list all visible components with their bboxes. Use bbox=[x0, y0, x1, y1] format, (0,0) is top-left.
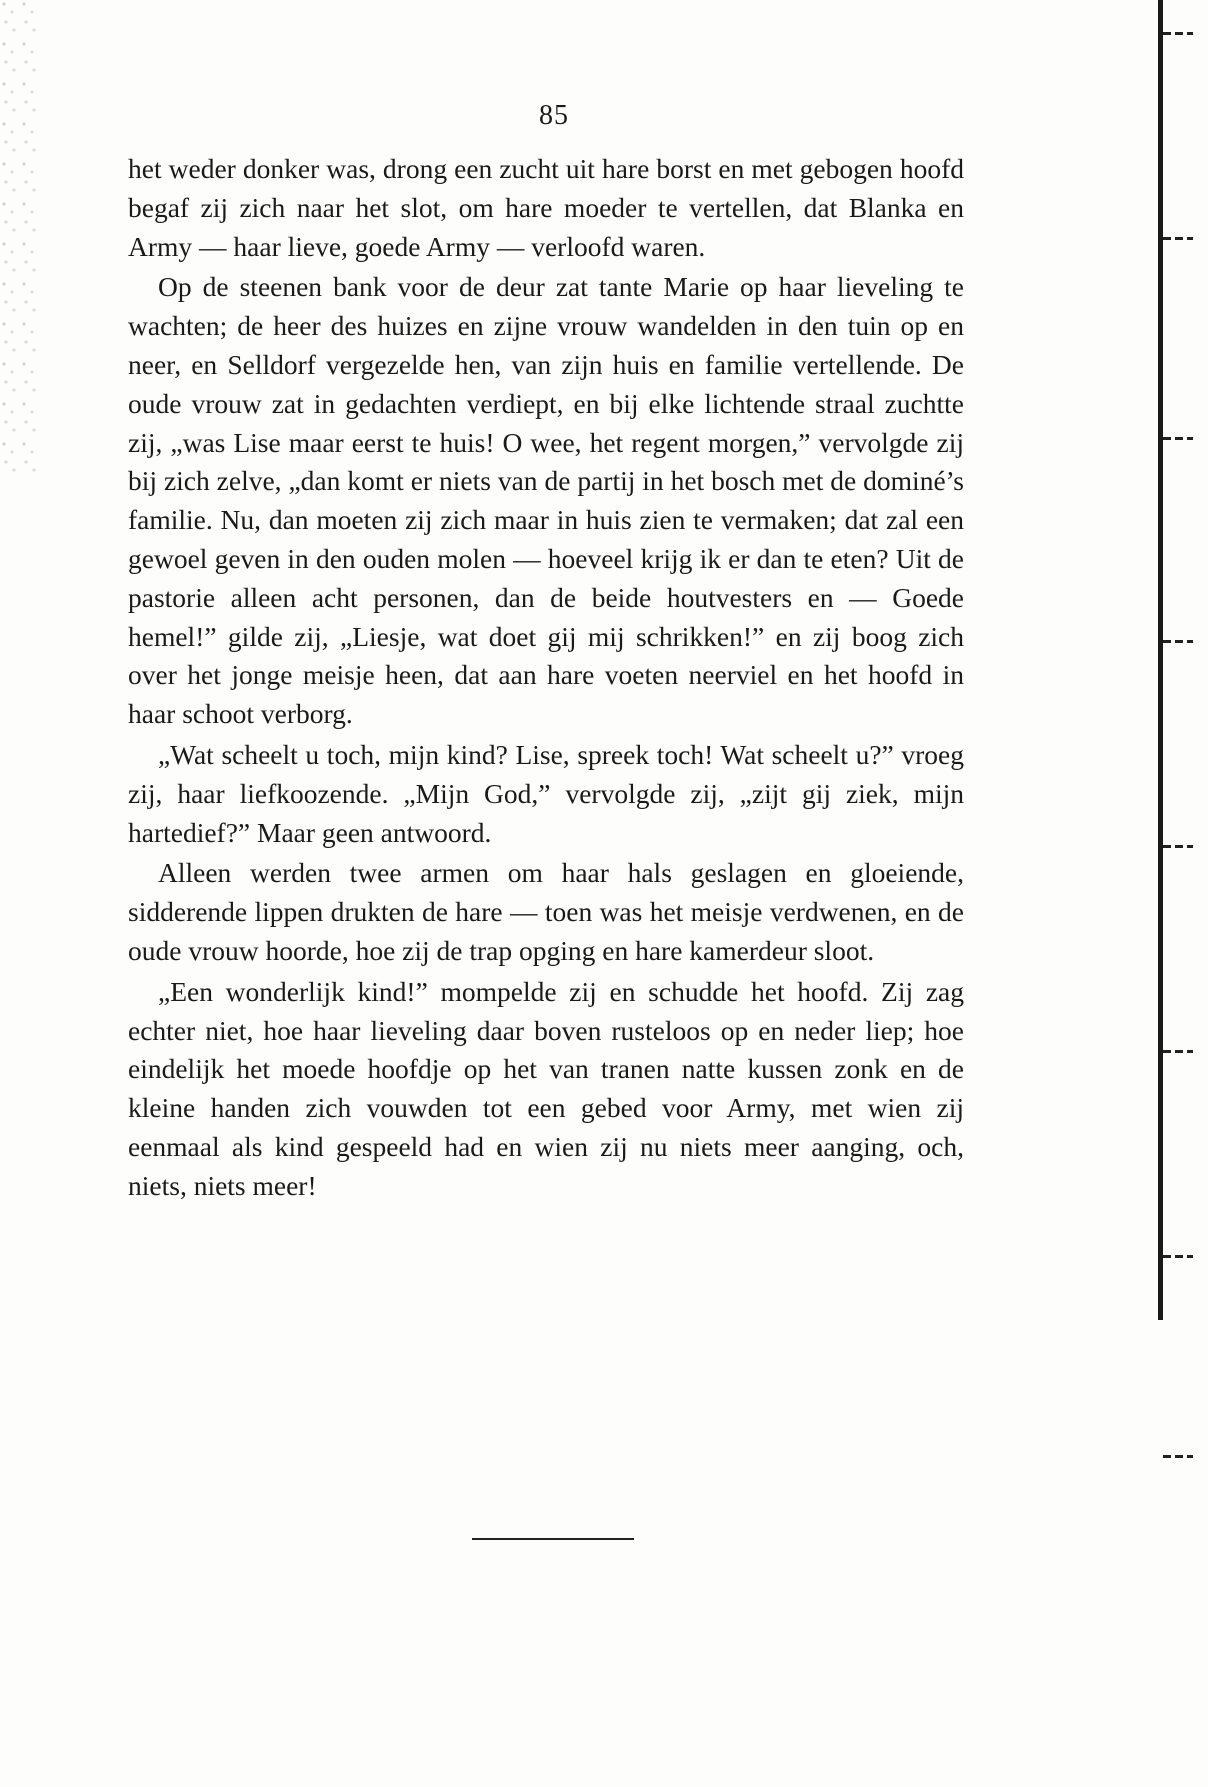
edge-tick bbox=[1163, 1050, 1193, 1053]
chapter-end-rule bbox=[472, 1538, 634, 1540]
paragraph: Alleen werden twee armen om haar hals geslagen en gloeiende, sidderende lippen drukten de hare — toen was het meisje verdwenen, en de oude vrouw hoorde, hoe zij de trap opging en hare kamerdeur sloot. bbox=[128, 857, 964, 966]
body-text bbox=[128, 150, 964, 1208]
edge-tick bbox=[1163, 237, 1193, 240]
next-page-edge bbox=[1158, 0, 1163, 1320]
edge-tick bbox=[1163, 1455, 1193, 1458]
paragraph: „Wat scheelt u toch, mijn kind? Lise, spreek toch! Wat scheelt u?” vroeg zij, haar liefkoozende. „Mijn God,” vervolgde zij, „zijt gij ziek, mijn hartedief?” Maar geen antwoord. bbox=[128, 738, 964, 848]
paragraph: Op de steenen bank voor de deur zat tante Marie op haar lieveling te wachten; de heer des huizes en zijne vrouw wandelden in den tuin op en neer, en Selldorf vergezelde hen, van zijn huis en familie vertellende. De oude vrouw zat in gedachten verdiept, en bij elke lichtende straal zuchtte zij, „was Lise maar eerst te huis! O wee, het regent morgen,” vervolgde zij bij zich zelve, „dan komt er niets van de partij in het bosch met de dominé’s familie. Nu, dan moeten zij zich maar in huis zien te vermaken; dat zal een gewoel geven in den ouden molen — hoeveel krijg ik er dan te eten? Uit de pastorie alleen acht personen, dan de beide houtvesters en — Goede hemel!” gilde zij, „Liesje, wat doet gij mij schrikken!” en zij boog zich over het jonge meisje heen, dat aan hare voeten neerviel en het hoofd in haar schoot verborg. bbox=[128, 271, 964, 730]
paragraph: „Een wonderlijk kind!” mompelde zij en schudde het hoofd. Zij zag echter niet, hoe haar lieveling daar boven rusteloos op en neder liep; hoe eindelijk het moede hoofdje op het van tranen natte kussen zonk en de kleine handen zich vouwden tot een gebed voor Army, met wien zij eenmaal als kind gespeeld had en wien zij nu niets meer aanging, och, niets, niets meer! bbox=[128, 975, 964, 1201]
binding-gutter bbox=[0, 0, 40, 480]
edge-tick bbox=[1163, 1255, 1193, 1258]
edge-tick bbox=[1163, 845, 1193, 848]
edge-tick bbox=[1163, 640, 1193, 643]
page-number: 85 bbox=[539, 100, 569, 131]
edge-tick bbox=[1163, 32, 1193, 35]
edge-tick bbox=[1163, 437, 1193, 440]
paragraph: het weder donker was, drong een zucht uit hare borst en met gebogen hoofd begaf zij zich naar het slot, om hare moeder te vertellen, dat Blanka en Army — haar lieve, goede Army — verloofd waren. bbox=[128, 153, 964, 262]
